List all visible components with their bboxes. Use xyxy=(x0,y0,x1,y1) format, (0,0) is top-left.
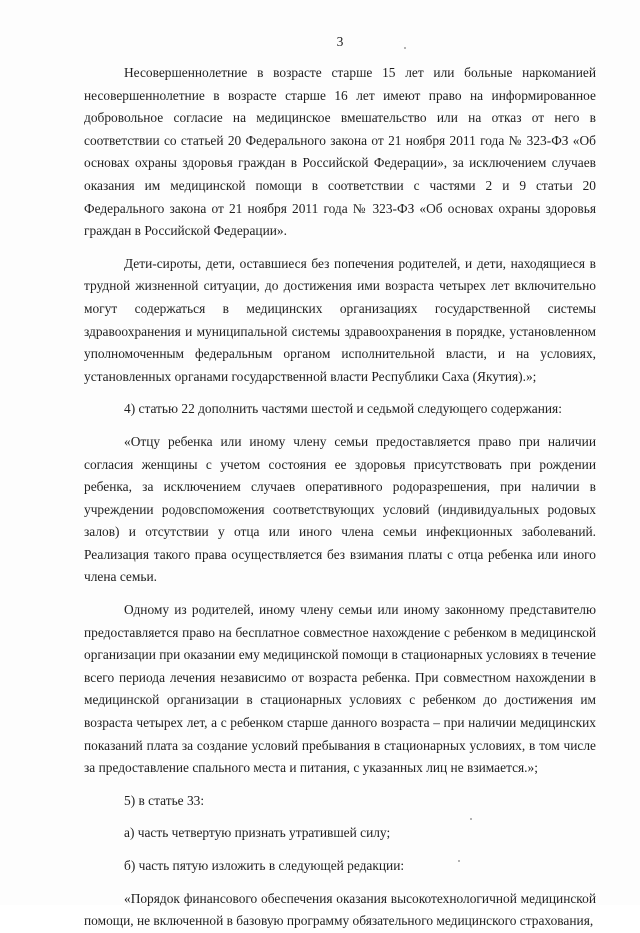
paragraph-joint-stay: Одному из родителей, иному члену семьи или иному законному представителю предоставляется право на бесплатное совместное нахождение с ребенком в медицинской организации при оказании ему медицинской помощи в стационарных условиях в течение всего периода лечения независимо от возраста ребенка. При совместном нахождении в медицинской организации в стационарных условиях с ребенком до достижения им возраста четырех лет, а с ребенком старше данного возраста – при наличии медицинских показаний плата за создание условий пребывания в стационарных условиях, в том числе за предоставление спального места и питания, с указанных лиц не взимается.»; xyxy=(84,602,596,776)
scan-speck xyxy=(404,47,406,49)
scan-speck xyxy=(458,860,460,862)
paragraph-minors-consent: Несовершеннолетние в возрасте старше 15 лет или больные наркоманией несовершеннолетние в возрасте старше 16 лет имеют право на информированное добровольное согласие на медицинское вмешательство или на отказ от него в соответствии со статьей 20 Федерального закона от 21 ноября 2011 года № 323-ФЗ «Об основах охраны здоровья граждан в Российской Федерации», за исключением случаев оказания им медицинской помощи в соответствии с частями 2 и 9 статьи 20 Федерального закона от 21 ноября 2011 года № 323-ФЗ «Об основах охраны здоровья граждан в Российской Федерации». xyxy=(84,65,596,239)
document-body xyxy=(84,62,596,933)
paragraph-orphans: Дети-сироты, дети, оставшиеся без попечения родителей, и дети, находящиеся в трудной жизненной ситуации, до достижения ими возраста четырех лет включительно могут содержаться в медицинских организациях государственной системы здравоохранения и муниципальной системы здравоохранения в порядке, установленном уполномоченным федеральным органом исполнительной власти, и на условиях, установленных органами государственной власти Республики Саха (Якутия).»; xyxy=(84,255,596,384)
page-number: 3 xyxy=(336,34,344,49)
paragraph-part-four: а) часть четвертую признать утратившей силу; xyxy=(124,825,391,841)
paragraph-hightech-funding: «Порядок финансового обеспечения оказания высокотехнологичной медицинской помощи, не включенной в базовую программу обязательного медицинского страхования, xyxy=(84,890,596,929)
paragraph-part-five: б) часть пятую изложить в следующей редакции: xyxy=(124,858,405,873)
paragraph-article-22-amendment: 4) статью 22 дополнить частями шестой и седьмой следующего содержания: xyxy=(124,401,562,417)
scan-speck xyxy=(470,818,472,820)
paragraph-father-presence: «Отцу ребенка или иному члену семьи предоставляется право при наличии согласия женщины с учетом состояния ее здоровья присутствовать при рождении ребенка, за исключением случаев оперативного родоразрешения, при наличии в учреждении родовспоможения соответствующих условий (индивидуальных родовых залов) и отсутствии у отца или иного члена семьи инфекционных заболеваний. Реализация такого права осуществляется без взимания платы с отца ребенка или иного члена семьи. xyxy=(84,433,596,585)
paragraph-article-33: 5) в статье 33: xyxy=(124,792,205,808)
